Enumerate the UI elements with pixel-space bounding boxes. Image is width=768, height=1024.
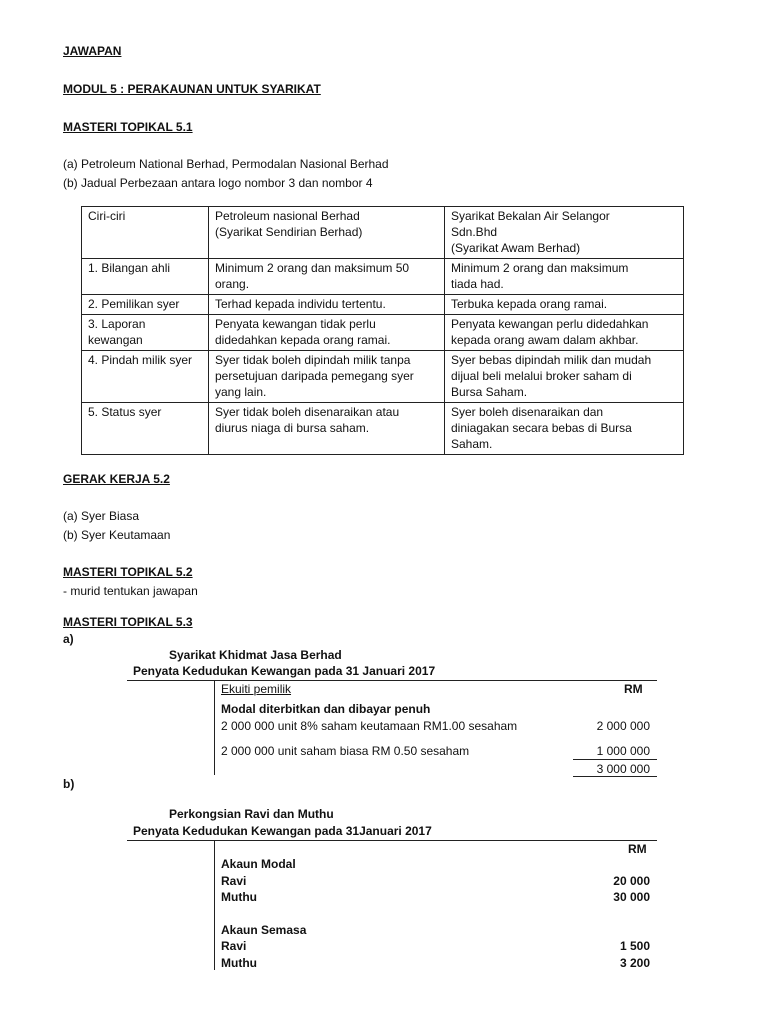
capital-muthu-label: Muthu	[221, 890, 257, 904]
current-account-label: Akaun Semasa	[221, 923, 307, 937]
part-b-label: b)	[63, 777, 75, 791]
total-rule	[573, 776, 657, 777]
table-row-cell: Penyata kewangan perlu didedahkan kepada orang awam dalam akhbar.	[445, 315, 684, 351]
section-title-5-1: MASTERI TOPIKAL 5.1	[63, 120, 193, 134]
table-row-cell: Syer tidak boleh disenaraikan atau diurus niaga di bursa saham.	[209, 403, 445, 455]
table-row-cell: Syer boleh disenaraikan dan diniagakan secara bebas di Bursa Saham.	[445, 403, 684, 455]
subtotal-rule	[573, 759, 657, 760]
answer-5-2-b: (b) Syer Keutamaan	[63, 528, 171, 542]
capital-account-label: Akaun Modal	[221, 857, 296, 871]
preference-shares-amount: 2 000 000	[596, 719, 650, 733]
table-row	[82, 351, 684, 403]
statement-a-top-rule	[127, 680, 657, 681]
capital-issued-label: Modal diterbitkan dan dibayar penuh	[221, 702, 431, 716]
statement-a-heading: Penyata Kedudukan Kewangan pada 31 Januari 2017	[133, 664, 436, 678]
table-header-row-cell: Ciri-ciri	[82, 207, 209, 259]
table-row	[82, 295, 684, 315]
statement-a-vertical-rule	[214, 680, 215, 775]
module-title: MODUL 5 : PERAKAUNAN UNTUK SYARIKAT	[63, 82, 321, 96]
table-row	[82, 259, 684, 295]
table-row-cell: 4. Pindah milik syer	[82, 351, 209, 403]
statement-b-vertical-rule	[214, 840, 215, 970]
table-header-row	[82, 207, 684, 259]
table-row-cell: Syer bebas dipindah milik dan mudah dijual beli melalui broker saham di Bursa Saham.	[445, 351, 684, 403]
answer-5-1-b: (b) Jadual Perbezaan antara logo nombor 3 dan nombor 4	[63, 176, 373, 190]
current-ravi-amount: 1 500	[619, 939, 650, 953]
capital-ravi-amount: 20 000	[613, 874, 650, 888]
answer-5-1-a: (a) Petroleum National Berhad, Permodalan Nasional Berhad	[63, 157, 389, 171]
table-row-cell: Syer tidak boleh dipindah milik tanpa persetujuan daripada pemegang syer yang lain.	[209, 351, 445, 403]
ordinary-shares-amount: 1 000 000	[596, 744, 650, 758]
table-row-cell: Minimum 2 orang dan maksimum 50 orang.	[209, 259, 445, 295]
table-row-cell: 1. Bilangan ahli	[82, 259, 209, 295]
table-row-cell: Minimum 2 orang dan maksimum tiada had.	[445, 259, 684, 295]
table-header-row-cell: Petroleum nasional Berhad (Syarikat Sendirian Berhad)	[209, 207, 445, 259]
statement-b-heading: Penyata Kedudukan Kewangan pada 31Januari 2017	[133, 824, 432, 838]
table-row-cell: 3. Laporan kewangan	[82, 315, 209, 351]
section-title-gerak-5-2: GERAK KERJA 5.2	[63, 472, 170, 486]
section-title-masteri-5-3: MASTERI TOPIKAL 5.3	[63, 615, 193, 629]
statement-b-rm-header: RM	[628, 842, 647, 856]
masteri-5-2-note: - murid tentukan jawapan	[63, 584, 198, 598]
preference-shares-desc: 2 000 000 unit 8% saham keutamaan RM1.00 sesaham	[221, 719, 518, 733]
current-ravi-label: Ravi	[221, 939, 247, 953]
equity-label: Ekuiti pemilik	[221, 682, 292, 696]
table-row-cell: Terhad kepada individu tertentu.	[209, 295, 445, 315]
table-row-cell: Terbuka kepada orang ramai.	[445, 295, 684, 315]
equity-total: 3 000 000	[596, 762, 650, 776]
answer-heading: JAWAPAN	[63, 44, 122, 58]
section-title-masteri-5-2: MASTERI TOPIKAL 5.2	[63, 565, 193, 579]
current-muthu-label: Muthu	[221, 956, 257, 970]
statement-b-top-rule	[127, 840, 657, 841]
table-row-cell: 5. Status syer	[82, 403, 209, 455]
statement-a-company: Syarikat Khidmat Jasa Berhad	[169, 648, 342, 662]
current-muthu-amount: 3 200	[619, 956, 650, 970]
part-a-label: a)	[63, 632, 74, 646]
capital-muthu-amount: 30 000	[613, 890, 650, 904]
answer-5-2-a: (a) Syer Biasa	[63, 509, 140, 523]
table-row	[82, 403, 684, 455]
table-row-cell: 2. Pemilikan syer	[82, 295, 209, 315]
table-row-cell: Penyata kewangan tidak perlu didedahkan kepada orang ramai.	[209, 315, 445, 351]
statement-b-company: Perkongsian Ravi dan Muthu	[169, 807, 334, 821]
ordinary-shares-desc: 2 000 000 unit saham biasa RM 0.50 sesaham	[221, 744, 470, 758]
statement-a-rm-header: RM	[624, 682, 643, 696]
table-row	[82, 315, 684, 351]
capital-ravi-label: Ravi	[221, 874, 247, 888]
table-header-row-cell: Syarikat Bekalan Air Selangor Sdn.Bhd (Syarikat Awam Berhad)	[445, 207, 684, 259]
comparison-table	[81, 206, 684, 455]
